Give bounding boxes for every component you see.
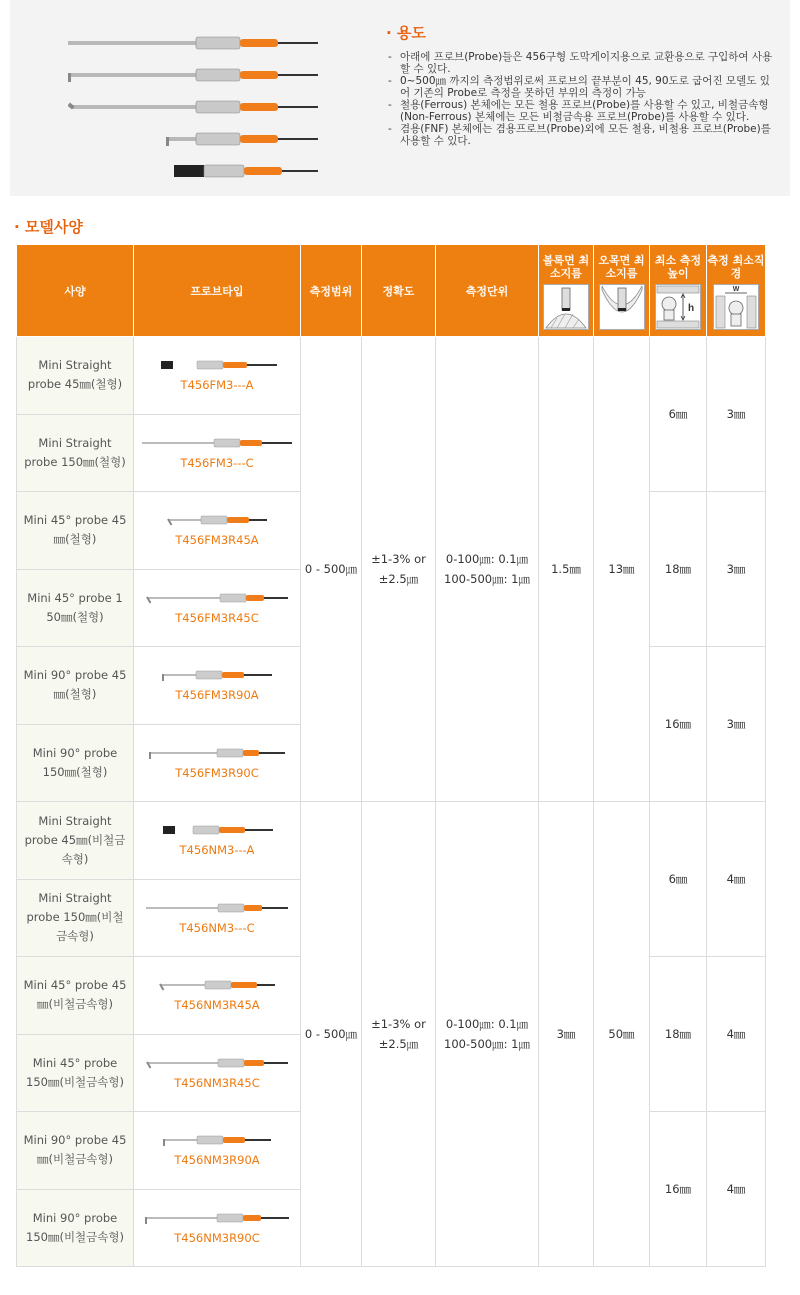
probe-model-code: T456NM3R45C	[174, 1075, 260, 1090]
usage-title: · 용도	[386, 24, 426, 42]
probe-type-cell	[134, 1112, 301, 1190]
probe-model-code: T456FM3R45C	[175, 610, 259, 625]
probe-image	[68, 68, 318, 82]
probe-type-cell	[134, 802, 301, 880]
probe-type-cell	[134, 414, 301, 492]
min-diameter-cell: 4㎜	[707, 957, 766, 1112]
probe-model-code: T456NM3---A	[179, 843, 255, 858]
min-height-cell: 6㎜	[650, 802, 707, 957]
header-convex-label: 볼록면 최소지름	[542, 253, 590, 280]
probe-image	[142, 436, 292, 450]
concave-surface-icon	[599, 284, 645, 330]
convex-surface-icon	[543, 284, 589, 330]
probe-photo-stack	[68, 28, 318, 188]
header-min-diameter-label: 측정 최소직경	[707, 253, 765, 280]
header-concave-label: 오목면 최소지름	[598, 253, 645, 280]
usage-item: - 철용(Ferrous) 본체에는 모든 철용 프로브(Probe)를 사용할 수 있고, 비철금속형(Non-Ferrous) 본체에는 모든 비철금속용 프로브(Probe)를 사용할 수 있다.	[386, 99, 778, 123]
probe-model-code: T456NM3R90A	[174, 1153, 260, 1168]
range-cell: 0 - 500㎛	[301, 337, 362, 802]
probe-type-cell	[134, 724, 301, 802]
convex-cell: 1.5㎜	[539, 337, 594, 802]
spec-name: Mini Straight probe 45㎜(비철금속형)	[17, 802, 134, 880]
min-diameter-cell: 4㎜	[707, 1112, 766, 1267]
header-min-height	[650, 245, 707, 337]
probe-type-cell	[134, 879, 301, 957]
usage-description	[386, 22, 778, 147]
min-diameter-icon	[713, 284, 759, 330]
range-cell: 0 - 500㎛	[301, 802, 362, 1267]
header-min-diameter	[707, 245, 766, 337]
min-diameter-cell: 3㎜	[707, 337, 766, 492]
probe-image	[163, 1133, 271, 1147]
probe-type-cell	[134, 337, 301, 415]
probe-type-cell	[134, 957, 301, 1035]
header-probe-type: 프로브타입	[134, 245, 301, 337]
probe-image	[162, 668, 272, 682]
spec-name: Mini 90° probe 150㎜(철형)	[17, 724, 134, 802]
probe-image	[159, 978, 275, 992]
probe-type-cell	[134, 569, 301, 647]
spec-name: Mini 45° probe 45㎜(비철금속형)	[17, 957, 134, 1035]
min-diameter-cell: 4㎜	[707, 802, 766, 957]
spec-table	[16, 244, 766, 1267]
probe-model-code: T456NM3R45A	[174, 998, 260, 1013]
convex-cell: 3㎜	[539, 802, 594, 1267]
probe-image	[146, 1056, 288, 1070]
usage-item: - 0~500㎛ 까지의 측정범위로써 프로브의 끝부분이 45, 90도로 굽어진 모델도 있어 기존의 Probe로 측정을 못하던 부위의 측정이 가능	[386, 75, 778, 99]
spec-name: Mini 90° probe 45㎜(철형)	[17, 647, 134, 725]
probe-image	[145, 1211, 289, 1225]
probe-image	[68, 164, 318, 178]
probe-type-cell	[134, 1034, 301, 1112]
min-diameter-cell: 3㎜	[707, 492, 766, 647]
header-accuracy: 정확도	[362, 245, 436, 337]
usage-item: - 겸용(FNF) 본체에는 겸용프로브(Probe)외에 모든 철용, 비철용 프로브(Probe)를 사용할 수 있다.	[386, 123, 778, 147]
probe-model-code: T456NM3---C	[179, 920, 255, 935]
probe-image	[146, 591, 288, 605]
probe-type-cell	[134, 1189, 301, 1267]
height-symbol: h	[687, 302, 695, 314]
header-unit: 측정단위	[436, 245, 539, 337]
accuracy-cell: ±1-3% or ±2.5㎛	[362, 337, 436, 802]
probe-model-code: T456FM3R90C	[175, 765, 259, 780]
probe-model-code: T456NM3R90C	[174, 1230, 260, 1245]
probe-image	[68, 132, 318, 146]
min-height-cell: 18㎜	[650, 492, 707, 647]
spec-name: Mini 45° probe 45㎜(철형)	[17, 492, 134, 570]
width-symbol: W	[732, 285, 740, 293]
probe-image	[167, 513, 267, 527]
probe-image	[146, 901, 288, 915]
header-concave	[594, 245, 650, 337]
probe-image	[68, 36, 318, 50]
min-height-cell: 18㎜	[650, 957, 707, 1112]
header-range: 측정범위	[301, 245, 362, 337]
concave-cell: 13㎜	[594, 337, 650, 802]
probe-model-code: T456FM3R90A	[175, 688, 259, 703]
probe-type-cell	[134, 647, 301, 725]
header-convex	[539, 245, 594, 337]
min-height-icon	[655, 284, 701, 330]
probe-image	[157, 358, 277, 372]
spec-name: Mini 90° probe 45㎜(비철금속형)	[17, 1112, 134, 1190]
min-height-cell: 6㎜	[650, 337, 707, 492]
probe-model-code: T456FM3R45A	[175, 533, 259, 548]
min-height-cell: 16㎜	[650, 1112, 707, 1267]
min-height-cell: 16㎜	[650, 647, 707, 802]
probe-model-code: T456FM3---A	[180, 378, 254, 393]
probe-image	[161, 823, 273, 837]
spec-name: Mini 45° probe 150㎜(비철금속형)	[17, 1034, 134, 1112]
table-row	[17, 337, 766, 415]
accuracy-cell: ±1-3% or ±2.5㎛	[362, 802, 436, 1267]
table-row	[17, 802, 766, 880]
spec-name: Mini Straight probe 150㎜(비철금속형)	[17, 879, 134, 957]
usage-item: - 아래에 프로브(Probe)들은 456구형 도막게이지용으로 교환용으로 구입하여 사용할 수 있다.	[386, 51, 778, 75]
spec-name: Mini Straight probe 150㎜(철형)	[17, 414, 134, 492]
unit-cell: 0-100㎛: 0.1㎛ 100-500㎛: 1㎛	[436, 337, 539, 802]
concave-cell: 50㎜	[594, 802, 650, 1267]
spec-name: Mini Straight probe 45㎜(철형)	[17, 337, 134, 415]
spec-name: Mini 90° probe 150㎜(비철금속형)	[17, 1189, 134, 1267]
spec-name: Mini 45° probe 1 50㎜(철형)	[17, 569, 134, 647]
unit-cell: 0-100㎛: 0.1㎛ 100-500㎛: 1㎛	[436, 802, 539, 1267]
min-diameter-cell: 3㎜	[707, 647, 766, 802]
probe-image	[149, 746, 285, 760]
section-title: · 모델사양	[14, 218, 83, 236]
header-min-height-label: 최소 측정높이	[654, 253, 702, 280]
header-spec: 사양	[17, 245, 134, 337]
probe-type-cell	[134, 492, 301, 570]
probe-image	[68, 100, 318, 114]
usage-panel	[10, 0, 790, 196]
usage-list	[386, 51, 778, 147]
table-header-row	[17, 245, 766, 337]
probe-model-code: T456FM3---C	[180, 455, 254, 470]
